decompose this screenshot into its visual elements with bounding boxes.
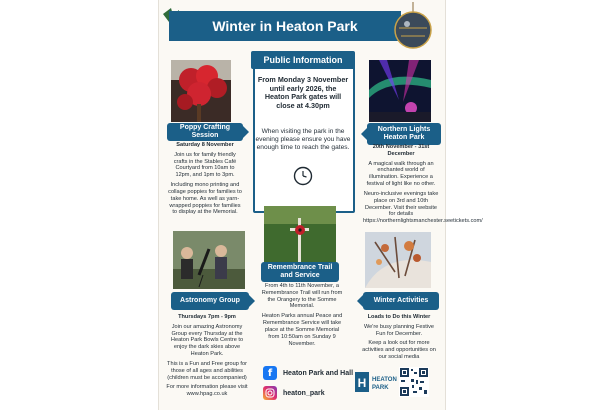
instagram-icon [263,386,277,400]
facebook-row[interactable] [263,366,353,380]
northern-p2: Neuro-inclusive evenings take place on 3rd and 10th December. Visit their website for details https://northernlightsmanchester.seetickets.com/ [363,190,483,225]
poppy-crafting-photo [171,60,231,122]
poppy-p1: Join us for family friendly crafts in the Stables Café Courtyard from 10am to 12pm, and 1pm to 3pm. [173,151,237,179]
remembrance-text [259,283,345,350]
poppy-crafting-text [167,142,243,219]
instagram-handle: heaton_park [283,389,325,397]
winter-activities-label: Winter Activities [363,292,439,310]
northern-lights-photo [369,60,431,122]
remembrance-label: Remembrance Trail and Service [261,262,339,282]
northern-lights-text [363,144,483,228]
qr-code-icon[interactable] [399,367,429,397]
winter-activities-text [359,314,439,364]
remembrance-p2: Heaton Parks annual Peace and Remembrance Service will take place at the Somme Memorial from 10:50am on Sunday 9 November. [261,313,343,347]
svg-text:H: H [357,376,367,390]
northern-lights-label: Northern Lights Heaton Park [367,123,441,145]
astronomy-date: Thursdays 7pm - 9pm [178,314,236,320]
astronomy-link[interactable]: www.hpag.co.uk [186,391,228,398]
page-title: Winter in Heaton Park [169,11,401,41]
heaton-park-logo [355,372,395,400]
northern-p1: A magical walk through an enchanted world of illumination. Experience a festival of light like no other. [366,160,436,188]
poppy-p2: Including mono printing and collage poppies for families to take home. As well as yarn-wrapped poppies for families to display at the Memorial. [168,182,242,216]
astronomy-photo [173,231,245,289]
winter-activities-photo [365,232,431,288]
poppy-crafting-label: Poppy Crafting Session [167,123,243,141]
instagram-row[interactable] [263,386,325,400]
svg-text:HEATON: HEATON [372,377,397,383]
public-info-sub: When visiting the park in the evening please ensure you have enough time to reach the gates. [255,128,351,151]
bauble-icon [391,2,435,50]
poppy-date: Saturday 8 November [176,142,234,148]
northern-date: 20th November - 31st December [372,144,430,157]
astronomy-text [165,314,249,401]
winter-p2: Keep a look out for more activities and opportunities on our social media [362,340,436,361]
astronomy-label: Astronomy Group [171,292,249,310]
winter-date: Loads to Do this Winter [367,314,431,320]
facebook-icon: f [263,366,277,380]
public-info-main: From Monday 3 November until early 2026, the Heaton Park gates will close at 4.30pm [257,75,349,110]
svg-text:PARK: PARK [372,385,389,391]
astronomy-p1: Join our amazing Astronomy Group every Thursday at the Heaton Park Bowls Centre to enjoy the dark skies above Heaton Park. [170,323,244,358]
astronomy-p2: This is a Fun and Free group for those of all ages and abilities (children must be accompanied) [167,360,247,381]
poster [158,0,483,410]
clock-icon [293,166,313,186]
astronomy-p3: For more information please visit [166,384,248,391]
facebook-handle: Heaton Park and Hall [283,369,354,377]
remembrance-photo [264,206,336,264]
public-info-heading: Public Information [251,51,355,69]
winter-p1: We're busy planning Festive Fun for December. [364,323,434,337]
remembrance-p1: From 4th to 11th November, a Remembrance Trail will run from the Orangery to the Somme Memorial. [261,283,343,310]
